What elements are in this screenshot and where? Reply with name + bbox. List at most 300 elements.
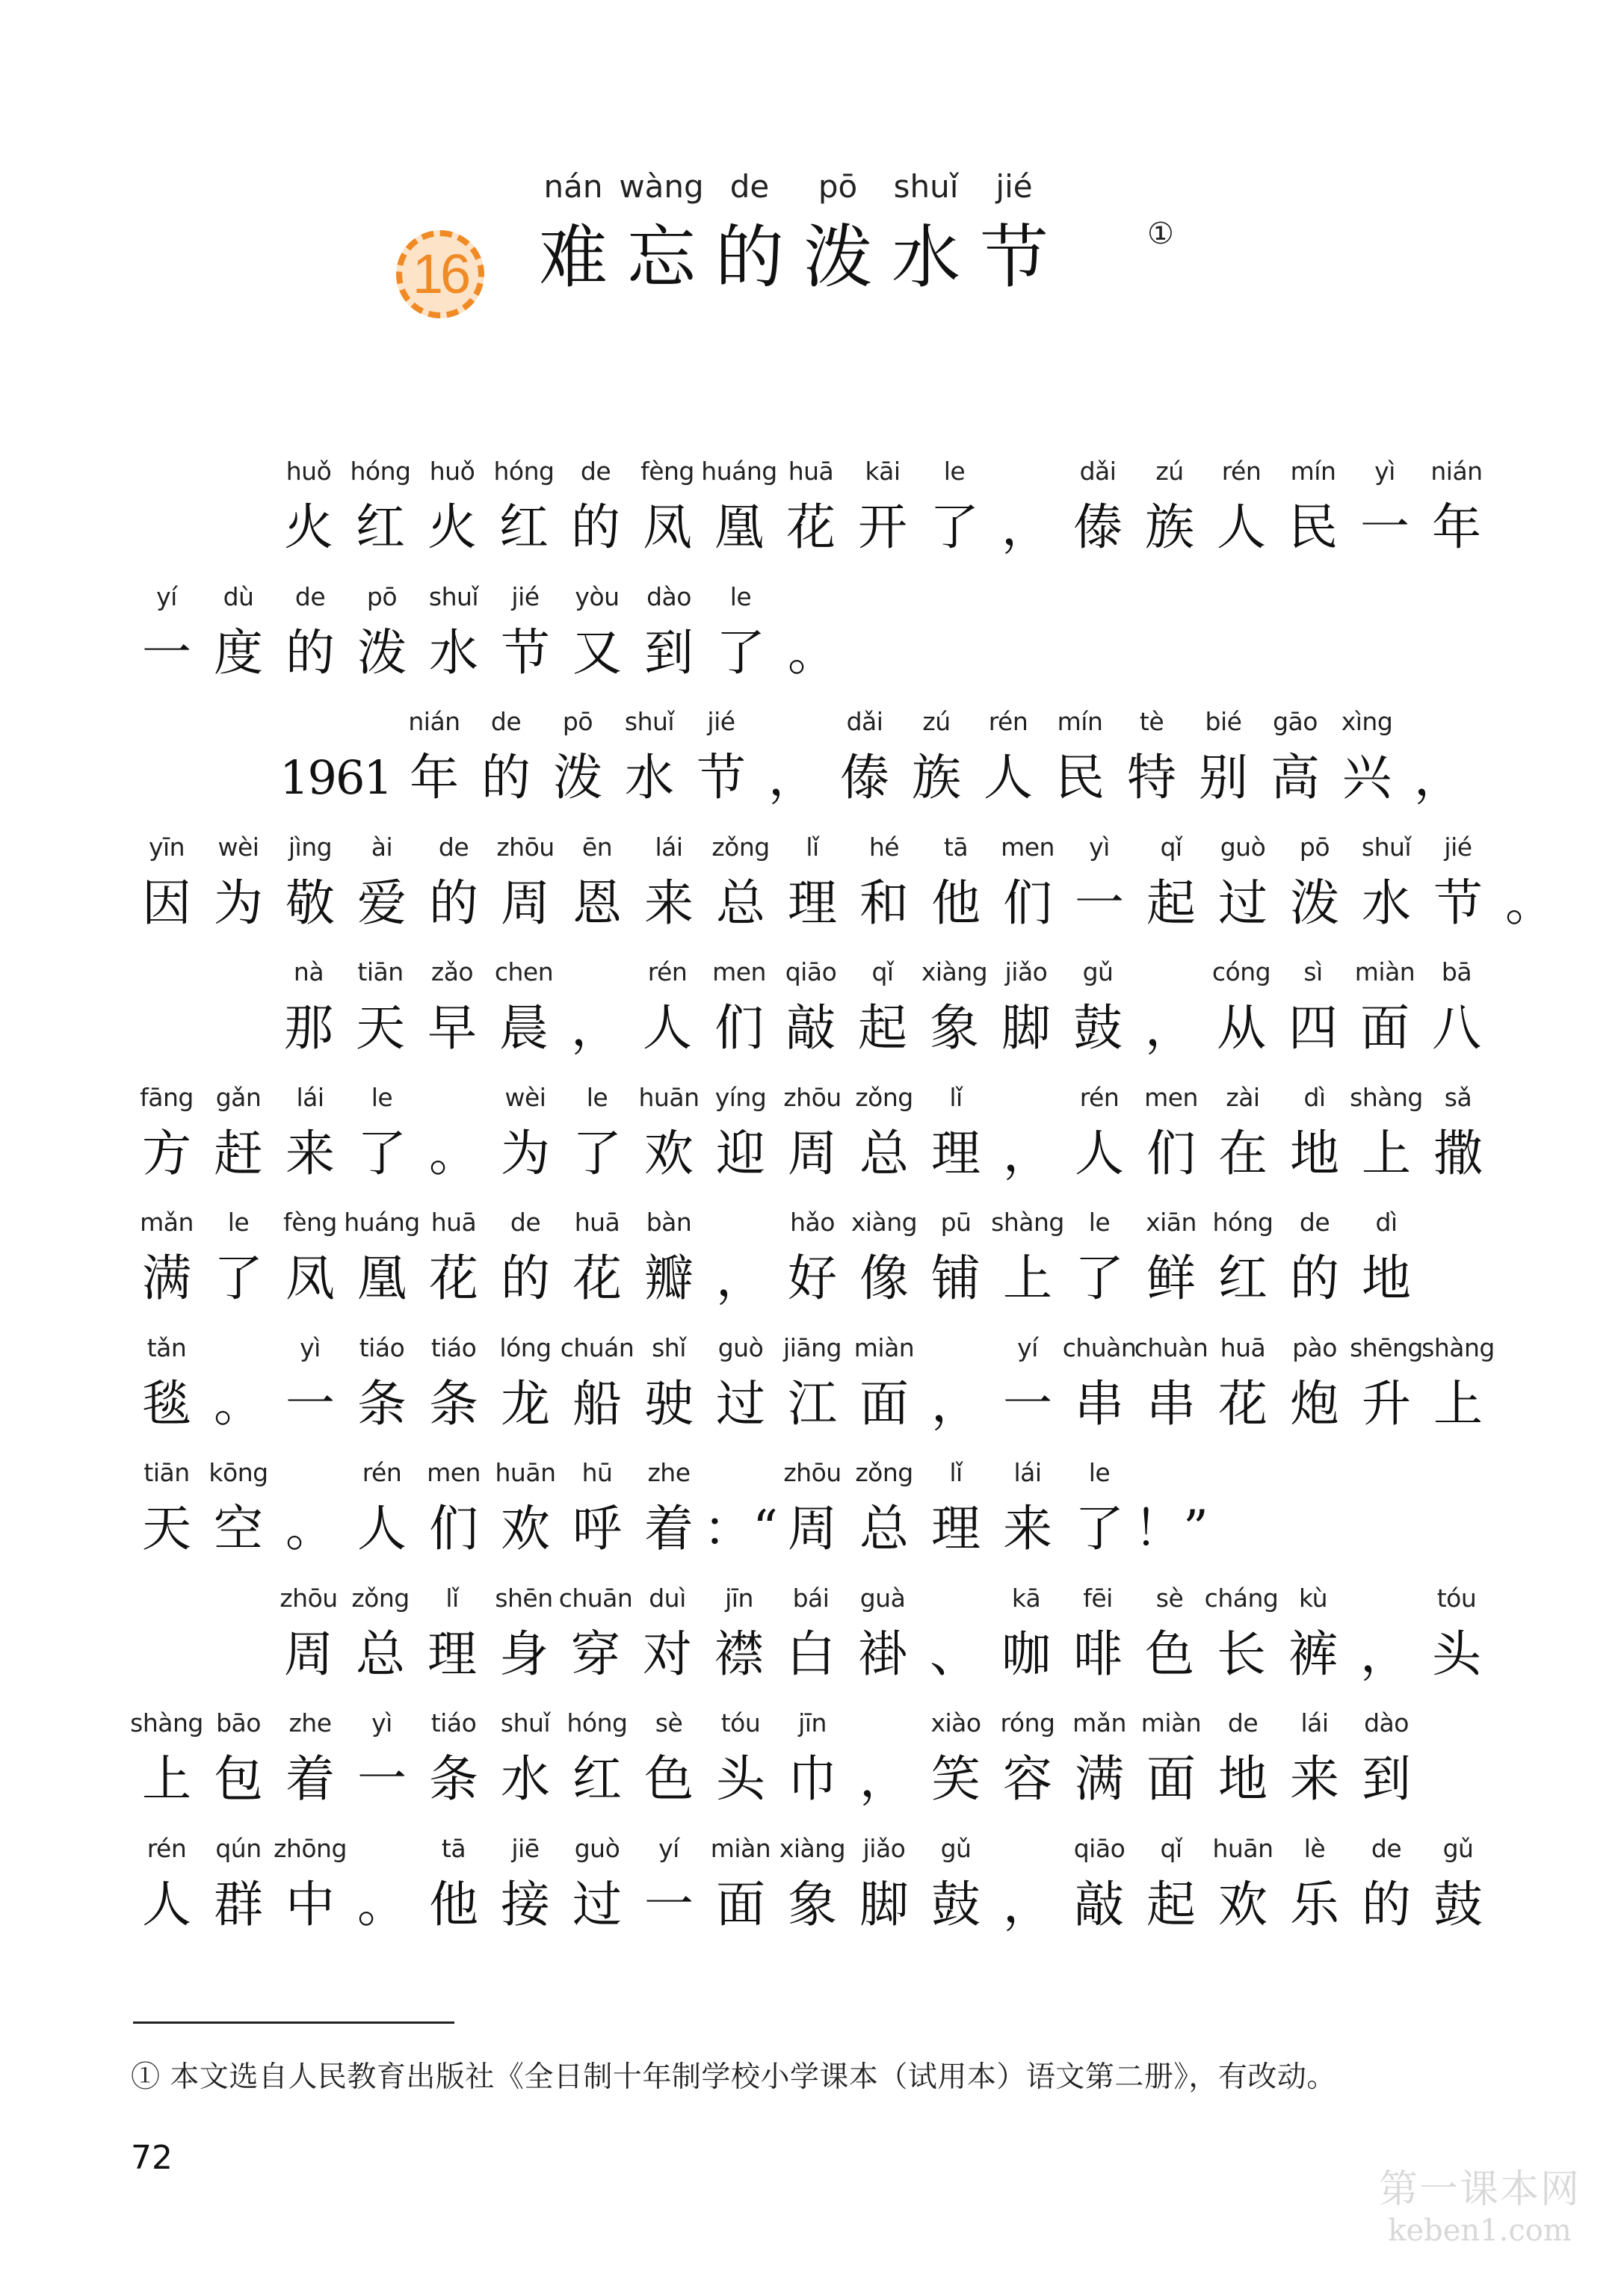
character-with-pinyin: [346, 830, 418, 942]
pinyin: le: [729, 582, 752, 611]
pinyin: huān: [1212, 1834, 1273, 1863]
hanzi: 。: [357, 1876, 407, 1933]
character-with-pinyin: [203, 1706, 274, 1818]
character-with-pinyin: [633, 1456, 705, 1568]
title-pinyin: pō: [818, 168, 858, 205]
footnote-divider: [133, 2021, 454, 2024]
character-with-pinyin: [777, 1832, 848, 1944]
pinyin: lái: [1013, 1458, 1042, 1487]
pinyin: zhe: [288, 1708, 332, 1738]
watermark-cn: 第一课本网: [1378, 2167, 1581, 2212]
hanzi: 人: [142, 1876, 191, 1933]
hanzi: 人: [1075, 1125, 1124, 1182]
character-with-pinyin: [1350, 1706, 1422, 1818]
hanzi: 襟: [714, 1625, 764, 1683]
character-with-pinyin: [1421, 1581, 1492, 1693]
hanzi: 高: [1271, 749, 1320, 806]
hanzi: 花: [786, 498, 836, 556]
text-line: [273, 454, 1492, 566]
hanzi: 啡: [1073, 1625, 1123, 1683]
title-character: [794, 164, 882, 306]
character-with-pinyin: [1422, 1081, 1494, 1193]
hanzi: 傣: [1073, 498, 1123, 556]
hanzi: 起: [1146, 874, 1196, 932]
hanzi: 人: [1217, 498, 1266, 556]
pinyin: qǐ: [871, 957, 894, 986]
character-with-pinyin: [274, 830, 346, 942]
pinyin: le: [227, 1208, 250, 1237]
hanzi: 面: [716, 1876, 765, 1933]
character-with-pinyin: [131, 580, 203, 692]
hanzi: 一: [357, 1750, 407, 1808]
pinyin: cháng: [1204, 1584, 1279, 1613]
pinyin: pō: [562, 707, 593, 736]
hanzi: 条: [429, 1375, 478, 1433]
punctuation: [418, 1081, 490, 1193]
pinyin: de: [1227, 1708, 1259, 1738]
pinyin: zǒng: [855, 1083, 913, 1112]
pinyin: lái: [1300, 1708, 1329, 1738]
pinyin: chen: [494, 957, 554, 986]
pinyin: gǔ: [1442, 1834, 1474, 1863]
pinyin: le: [1088, 1458, 1111, 1487]
hanzi: 了: [1075, 1500, 1124, 1557]
pinyin: shēn: [495, 1584, 553, 1613]
hanzi: ，: [1145, 999, 1194, 1057]
text-line: [273, 955, 1492, 1067]
pinyin: ài: [371, 833, 393, 862]
character-with-pinyin: [990, 1581, 1062, 1693]
character-with-pinyin: [274, 1081, 346, 1193]
pinyin: zhe: [647, 1458, 691, 1487]
character-with-pinyin: [203, 830, 274, 942]
pinyin: hóng: [566, 1708, 628, 1738]
pinyin: jié: [707, 707, 735, 736]
pinyin: jīn: [798, 1708, 827, 1738]
pinyin: jiǎo: [862, 1834, 906, 1863]
hanzi: 来: [644, 874, 694, 932]
pinyin: miàn: [1354, 957, 1415, 986]
hanzi: 凰: [357, 1250, 407, 1307]
pinyin: shàng: [1350, 1083, 1423, 1112]
character-with-pinyin: [1279, 1081, 1350, 1193]
character-with-pinyin: [633, 830, 705, 942]
pinyin: xiàng: [850, 1208, 918, 1237]
pinyin: pō: [366, 582, 398, 611]
character-with-pinyin: [561, 1456, 633, 1568]
pinyin: hóng: [350, 457, 411, 486]
lesson-number: 16: [412, 243, 469, 305]
title-footnote-mark: ①: [1147, 217, 1174, 251]
hanzi: 像: [859, 1250, 909, 1307]
pinyin: de: [438, 833, 469, 862]
pinyin: guò: [574, 1834, 620, 1863]
character-with-pinyin: [1350, 830, 1422, 942]
hanzi: ，: [1003, 1125, 1052, 1182]
hanzi: 江: [788, 1375, 837, 1433]
pinyin: fēi: [1083, 1584, 1113, 1613]
text-line: [131, 1456, 1207, 1568]
hanzi: 为: [214, 874, 263, 932]
pinyin: nà: [293, 957, 324, 986]
hanzi: 度: [214, 624, 263, 682]
pinyin: huān: [638, 1083, 700, 1112]
punctuation: [992, 1832, 1063, 1944]
hanzi: 一: [1003, 1375, 1052, 1433]
character-with-pinyin: [992, 1205, 1063, 1318]
character-with-pinyin: [703, 454, 775, 566]
character-with-pinyin: [1135, 1832, 1207, 1944]
pinyin: jìng: [288, 833, 333, 862]
hanzi: 花: [572, 1250, 622, 1307]
character-with-pinyin: [488, 1581, 560, 1693]
pinyin: xiān: [1146, 1208, 1197, 1237]
pinyin: gǎn: [215, 1083, 262, 1112]
pinyin: duì: [649, 1584, 686, 1613]
hanzi: 一: [644, 1876, 694, 1933]
pinyin: lái: [655, 833, 683, 862]
hanzi: ，: [1414, 749, 1463, 806]
character-with-pinyin: [1207, 1706, 1279, 1818]
pinyin: jié: [1444, 833, 1472, 862]
title-pinyin: shuǐ: [893, 168, 959, 205]
character-with-pinyin: [1279, 1706, 1350, 1818]
hanzi: 周: [788, 1125, 837, 1182]
pinyin: lǐ: [949, 1458, 963, 1487]
title-pinyin: nán: [543, 168, 603, 205]
pinyin: sì: [1303, 957, 1323, 986]
pinyin: xiàng: [921, 957, 988, 986]
character-with-pinyin: [1277, 1581, 1349, 1693]
character-with-pinyin: [1134, 454, 1205, 566]
character-with-pinyin: [992, 1331, 1063, 1443]
pinyin: zǎo: [430, 957, 474, 986]
pinyin: zú: [1155, 457, 1184, 486]
pinyin: tiáo: [430, 1708, 477, 1738]
character-with-pinyin: [346, 1706, 418, 1818]
hanzi: ，: [1001, 498, 1051, 556]
pinyin: mín: [1057, 707, 1103, 736]
hanzi: 因: [142, 874, 191, 932]
hanzi: ，: [1360, 1625, 1410, 1683]
pinyin: huǒ: [429, 457, 475, 486]
character-with-pinyin: [633, 1706, 705, 1818]
punctuation: [560, 955, 632, 1067]
hanzi: 总: [859, 1125, 909, 1182]
punctuation: [705, 1456, 777, 1568]
title-character: [970, 164, 1058, 306]
title-hanzi: 泼: [803, 217, 872, 297]
hanzi: 周: [788, 1500, 837, 1557]
hanzi: 长: [1217, 1625, 1266, 1683]
hanzi: 民: [1288, 498, 1338, 556]
hanzi: 上: [1003, 1250, 1052, 1307]
character-with-pinyin: [1349, 454, 1421, 566]
hanzi: 特: [1127, 749, 1176, 806]
hanzi: 面: [859, 1375, 909, 1433]
character-with-pinyin: [346, 1205, 418, 1318]
hanzi: 水: [625, 749, 674, 806]
punctuation: [705, 1205, 777, 1318]
pinyin: huáng: [344, 1208, 420, 1237]
pinyin: tóu: [720, 1708, 761, 1738]
character-with-pinyin: [1277, 454, 1349, 566]
pinyin: yíng: [714, 1083, 767, 1112]
pinyin: chuàn: [1062, 1333, 1137, 1362]
character-with-pinyin: [918, 955, 990, 1067]
text-line: [131, 1081, 1494, 1193]
pinyin: ēn: [581, 833, 613, 862]
pinyin: chuán: [560, 1333, 635, 1362]
hanzi: 白: [786, 1625, 836, 1683]
pinyin: qún: [215, 1834, 262, 1863]
hanzi: 泼: [357, 624, 407, 682]
pinyin: huā: [788, 457, 834, 486]
hanzi: ，: [1003, 1876, 1052, 1933]
hanzi: 过: [572, 1876, 622, 1933]
hanzi: 傣: [840, 749, 889, 806]
character-with-pinyin: [972, 705, 1044, 817]
character-with-pinyin: [418, 1706, 490, 1818]
hanzi: 包: [214, 1750, 263, 1808]
hanzi: 到: [644, 624, 694, 682]
character-with-pinyin: [561, 830, 633, 942]
character-with-pinyin: [920, 1456, 992, 1568]
hanzi: 理: [931, 1500, 981, 1557]
hanzi: 接: [501, 1876, 550, 1933]
character-with-pinyin: [632, 1581, 703, 1693]
character-with-pinyin: [398, 705, 470, 817]
pinyin: rén: [1221, 457, 1262, 486]
punctuation: [1494, 830, 1566, 942]
hanzi: 水: [1362, 874, 1411, 932]
character-with-pinyin: [848, 1832, 920, 1944]
character-with-pinyin: [418, 1205, 490, 1318]
hanzi: 敲: [786, 999, 836, 1057]
pinyin: zǒng: [351, 1584, 410, 1613]
hanzi: 过: [716, 1375, 765, 1433]
character-with-pinyin: [542, 705, 614, 817]
character-with-pinyin: [490, 1081, 561, 1193]
hanzi: 节: [501, 624, 550, 682]
hanzi: 。: [214, 1375, 263, 1433]
character-with-pinyin: [273, 454, 345, 566]
character-with-pinyin: [633, 580, 705, 692]
punctuation: [346, 1832, 418, 1944]
hanzi: 来: [285, 1125, 335, 1182]
pinyin: yì: [300, 1333, 321, 1362]
title-character: [617, 164, 706, 306]
hanzi: 龙: [501, 1375, 550, 1433]
character-with-pinyin: [992, 1456, 1063, 1568]
pinyin: jiē: [511, 1834, 540, 1863]
pinyin: de: [510, 1208, 541, 1237]
pinyin: kōng: [209, 1458, 268, 1487]
character-with-pinyin: [418, 830, 490, 942]
pinyin: zhōu: [496, 833, 555, 862]
hanzi: ！”: [1134, 1500, 1208, 1557]
hanzi: 爱: [357, 874, 407, 932]
hanzi: 起: [858, 999, 907, 1057]
pinyin: pō: [1299, 833, 1330, 862]
character-with-pinyin: [685, 705, 757, 817]
hanzi: 鼓: [1073, 999, 1123, 1057]
character-with-pinyin: [705, 1706, 777, 1818]
pinyin: gāo: [1273, 707, 1318, 736]
hanzi: 褂: [858, 1625, 907, 1683]
pinyin: shēng: [1350, 1333, 1423, 1362]
pinyin: yì: [1374, 457, 1395, 486]
hanzi: 的: [285, 624, 335, 682]
character-with-pinyin: [1349, 955, 1421, 1067]
character-with-pinyin: [1207, 830, 1279, 942]
hanzi: 周: [284, 1625, 333, 1683]
character-with-pinyin: [703, 955, 775, 1067]
character-with-pinyin: [775, 454, 847, 566]
hanzi: 敬: [285, 874, 335, 932]
pinyin: dì: [1303, 1083, 1326, 1112]
character-with-pinyin: [777, 1081, 848, 1193]
character-with-pinyin: [1063, 1832, 1135, 1944]
hanzi: 人: [357, 1500, 407, 1557]
character-with-pinyin: [131, 1205, 203, 1318]
pinyin: jiǎo: [1004, 957, 1048, 986]
pinyin: le: [1088, 1208, 1111, 1237]
pinyin: guò: [1220, 833, 1266, 862]
title-pinyin: wàng: [619, 168, 704, 205]
character-with-pinyin: [848, 1456, 920, 1568]
footnote: ① 本文选自人民教育出版社《全日制十年制学校小学课本（试用本）语文第二册》，有改动。: [131, 2060, 1336, 2094]
hanzi: 地: [1362, 1250, 1411, 1307]
character-with-pinyin: [777, 1456, 848, 1568]
hanzi: 头: [1432, 1625, 1481, 1683]
pinyin: dào: [646, 582, 691, 611]
character-with-pinyin: [777, 1331, 848, 1443]
pinyin: men: [712, 957, 766, 986]
character-with-pinyin: [490, 830, 561, 942]
pinyin: guò: [717, 1333, 764, 1362]
pinyin: bái: [792, 1584, 830, 1613]
pinyin: hóng: [493, 457, 555, 486]
character-with-pinyin: [274, 1832, 346, 1944]
character-with-pinyin: [1044, 705, 1116, 817]
text-line: [273, 705, 1475, 817]
hanzi: 节: [697, 749, 746, 806]
hanzi: 天: [356, 999, 405, 1057]
pinyin: kā: [1011, 1584, 1041, 1613]
text-line: [131, 830, 1566, 942]
hanzi: 了: [572, 1125, 622, 1182]
character-with-pinyin: [705, 1331, 777, 1443]
pinyin: huān: [495, 1458, 556, 1487]
character-with-pinyin: [1421, 454, 1492, 566]
title-hanzi: 节: [979, 217, 1049, 297]
hanzi: 总: [356, 1625, 405, 1683]
hanzi: 他: [931, 874, 981, 932]
character-with-pinyin: [1062, 955, 1134, 1067]
hanzi: 串: [1075, 1375, 1124, 1433]
pinyin: shàng: [1421, 1333, 1495, 1362]
hanzi: 泼: [553, 749, 602, 806]
hanzi: ，: [859, 1750, 909, 1808]
hanzi: 鲜: [1146, 1250, 1196, 1307]
hanzi: 民: [1055, 749, 1105, 806]
title-pinyin: jié: [995, 168, 1033, 205]
title-hanzi: 水: [891, 217, 960, 297]
character-with-pinyin: [561, 1832, 633, 1944]
hanzi: 。: [429, 1125, 478, 1182]
character-with-pinyin: [705, 1081, 777, 1193]
character-with-pinyin: [490, 580, 561, 692]
hanzi: 一: [142, 624, 191, 682]
hanzi: 铺: [931, 1250, 981, 1307]
hanzi: 脚: [1001, 999, 1051, 1057]
title-character: [529, 164, 617, 306]
pinyin: lǐ: [806, 833, 819, 862]
character-with-pinyin: [1135, 1205, 1207, 1318]
hanzi: 别: [1199, 749, 1248, 806]
pinyin: sè: [1155, 1584, 1184, 1613]
pinyin: de: [1299, 1208, 1330, 1237]
character-with-pinyin: [1135, 1081, 1207, 1193]
pinyin: zú: [922, 707, 951, 736]
punctuation: [1134, 955, 1205, 1067]
hanzi: 呼: [572, 1500, 622, 1557]
pinyin: tā: [441, 1834, 466, 1863]
text-line: [131, 1706, 1422, 1818]
hanzi: 船: [572, 1375, 622, 1433]
pinyin: xiào: [930, 1708, 981, 1738]
hanzi: 空: [214, 1500, 263, 1557]
character-with-pinyin: [705, 580, 777, 692]
punctuation: [918, 1581, 990, 1693]
pinyin: jié: [511, 582, 540, 611]
hanzi: 巾: [788, 1750, 837, 1808]
hanzi: 上: [1362, 1125, 1411, 1182]
character-with-pinyin: [1063, 1205, 1135, 1318]
hanzi: 来: [1003, 1500, 1052, 1557]
hanzi: 了: [357, 1125, 407, 1182]
character-with-pinyin: [1207, 1081, 1279, 1193]
character-with-pinyin: [203, 1205, 274, 1318]
pinyin: tā: [943, 833, 969, 862]
character-with-pinyin: [490, 1331, 561, 1443]
pinyin: gǔ: [940, 1834, 972, 1863]
punctuation: [1403, 705, 1475, 817]
pinyin: fèng: [283, 1208, 337, 1237]
pinyin: yí: [156, 582, 177, 611]
character-with-pinyin: [274, 580, 346, 692]
pinyin: de: [1371, 1834, 1402, 1863]
character-with-pinyin: [847, 1581, 918, 1693]
character-with-pinyin: [920, 830, 992, 942]
hanzi: 恩: [572, 874, 622, 932]
punctuation: [203, 1331, 274, 1443]
character-with-pinyin: [1116, 705, 1188, 817]
pinyin: rén: [362, 1458, 402, 1487]
character-with-pinyin: [345, 454, 416, 566]
hanzi: 到: [1362, 1750, 1411, 1808]
character-with-pinyin: [1279, 1832, 1350, 1944]
pinyin: wèi: [217, 833, 259, 862]
character-with-pinyin: [561, 1706, 633, 1818]
character-with-pinyin: [633, 1832, 705, 1944]
character-with-pinyin: [633, 1331, 705, 1443]
pinyin: dù: [223, 582, 254, 611]
punctuation: [920, 1331, 992, 1443]
hanzi: 的: [1290, 1250, 1339, 1307]
punctuation: [990, 454, 1062, 566]
